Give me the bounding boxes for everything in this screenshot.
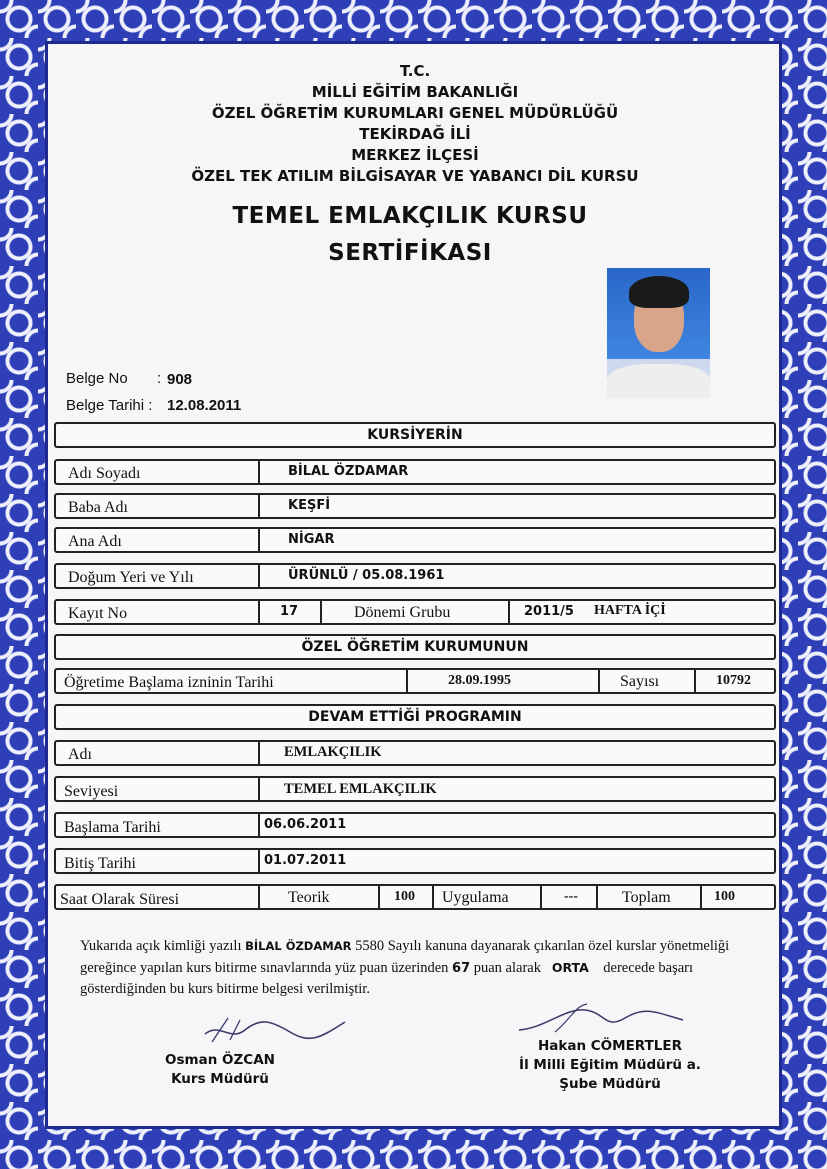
- theory-value: 100: [394, 889, 415, 904]
- institution-number-label: Sayısı: [620, 673, 660, 690]
- name-label: Adı Soyadı: [68, 465, 141, 482]
- left-signatory-name: Osman ÖZCAN: [165, 1052, 275, 1068]
- row-end-date: [54, 848, 776, 874]
- header-ministry: MİLLİ EĞİTİM BAKANLIĞI: [311, 83, 519, 101]
- row-registration: [54, 599, 776, 625]
- group-label: Dönemi Grubu: [354, 604, 451, 621]
- section-trainee-title: KURSİYERİN: [367, 427, 463, 443]
- section-institution-header: [54, 634, 776, 660]
- father-value: KEŞFİ: [288, 498, 331, 513]
- left-signatory-title: Kurs Müdürü: [171, 1071, 269, 1087]
- section-institution-title: ÖZEL ÖĞRETİM KURUMUNUN: [301, 639, 529, 655]
- program-level-value: TEMEL EMLAKÇILIK: [284, 781, 437, 797]
- header-district: MERKEZ İLÇESİ: [351, 146, 479, 164]
- header-directorate: ÖZEL ÖĞRETİM KURUMLARI GENEL MÜDÜRLÜĞÜ: [211, 104, 619, 122]
- mother-label: Ana Adı: [68, 533, 122, 550]
- section-trainee-header: [54, 422, 776, 448]
- duration-label: Saat Olarak Süresi: [60, 891, 180, 908]
- right-signatory-title2: Şube Müdürü: [559, 1076, 661, 1092]
- name-value: BİLAL ÖZDAMAR: [288, 464, 409, 479]
- total-label: Toplam: [622, 889, 671, 906]
- certificate-subtitle: SERTİFİKASI: [328, 240, 492, 266]
- end-date-value: 01.07.2011: [264, 853, 347, 868]
- group-value: 2011/5: [524, 604, 574, 619]
- row-birth: [54, 563, 776, 589]
- right-signatory-name: Hakan CÖMERTLER: [537, 1038, 683, 1054]
- total-value: 100: [714, 889, 735, 904]
- header-province: TEKİRDAĞ İLİ: [359, 125, 471, 143]
- section-program-title: DEVAM ETTİĞİ PROGRAMIN: [308, 709, 522, 725]
- statement-grade: ORTA: [551, 960, 589, 975]
- row-program-level: [54, 776, 776, 802]
- doc-date-label: Belge Tarihi :: [66, 397, 153, 414]
- mother-value: NİGAR: [288, 532, 335, 547]
- registration-label: Kayıt No: [68, 605, 128, 622]
- row-duration: [54, 884, 776, 910]
- program-name-value: EMLAKÇILIK: [284, 744, 382, 760]
- birth-label: Doğum Yeri ve Yılı: [68, 569, 194, 586]
- birth-value: ÜRÜNLÜ / 05.08.1961: [288, 568, 445, 583]
- begin-date-label: Başlama Tarihi: [64, 819, 161, 836]
- left-signature-scribble: [200, 1012, 350, 1052]
- row-program-name: [54, 740, 776, 766]
- registration-value: 17: [280, 604, 299, 619]
- program-name-label: Adı: [68, 746, 92, 763]
- row-institution-start: [54, 668, 776, 694]
- trainee-photo: [607, 268, 710, 398]
- certificate-title: TEMEL EMLAKÇILIK KURSU: [232, 203, 588, 229]
- statement-paragraph: [80, 936, 740, 1000]
- row-begin-date: [54, 812, 776, 838]
- statement-name: BİLAL ÖZDAMAR: [245, 939, 352, 953]
- statement-part1: Yukarıda açık kimliği yazılı: [80, 938, 242, 954]
- header-tc: T.C.: [399, 62, 431, 80]
- row-father: [54, 493, 776, 519]
- doc-date-value: 12.08.2011: [167, 397, 242, 414]
- institution-start-label: Öğretime Başlama izninin Tarihi: [64, 674, 274, 691]
- statement-score: 67: [452, 961, 471, 976]
- group-extra: HAFTA İÇİ: [594, 603, 666, 618]
- end-date-label: Bitiş Tarihi: [64, 855, 136, 872]
- institution-start-value: 28.09.1995: [448, 673, 511, 688]
- begin-date-value: 06.06.2011: [264, 817, 347, 832]
- statement-part3: puan alarak: [473, 960, 541, 976]
- theory-label: Teorik: [288, 889, 330, 906]
- statement-part2: 5580 Sayılı kanuna dayanarak çıkarılan özel kurslar yönetmeliği gereğince yapılan kurs bitirme sınavlarında yüz puan üzerinden: [80, 938, 730, 976]
- doc-number-value: 908: [167, 371, 193, 388]
- practice-label: Uygulama: [442, 889, 509, 906]
- doc-number-label: Belge No: [66, 370, 128, 387]
- program-level-label: Seviyesi: [64, 783, 119, 800]
- doc-number-sep: :: [157, 370, 162, 387]
- row-mother: [54, 527, 776, 553]
- section-program-header: [54, 704, 776, 730]
- header-course-school: ÖZEL TEK ATILIM BİLGİSAYAR VE YABANCI DİL KURSU: [191, 167, 639, 185]
- right-signatory-title1: İl Milli Eğitim Müdürü a.: [519, 1057, 701, 1073]
- institution-number-value: 10792: [716, 673, 751, 688]
- statement-part4: derecede başarı gösterdiğinden bu kurs bitirme belgesi verilmiştir.: [80, 960, 694, 997]
- practice-value: ---: [564, 889, 578, 904]
- father-label: Baba Adı: [68, 499, 128, 516]
- row-name: [54, 459, 776, 485]
- right-signature-scribble: [515, 1000, 685, 1038]
